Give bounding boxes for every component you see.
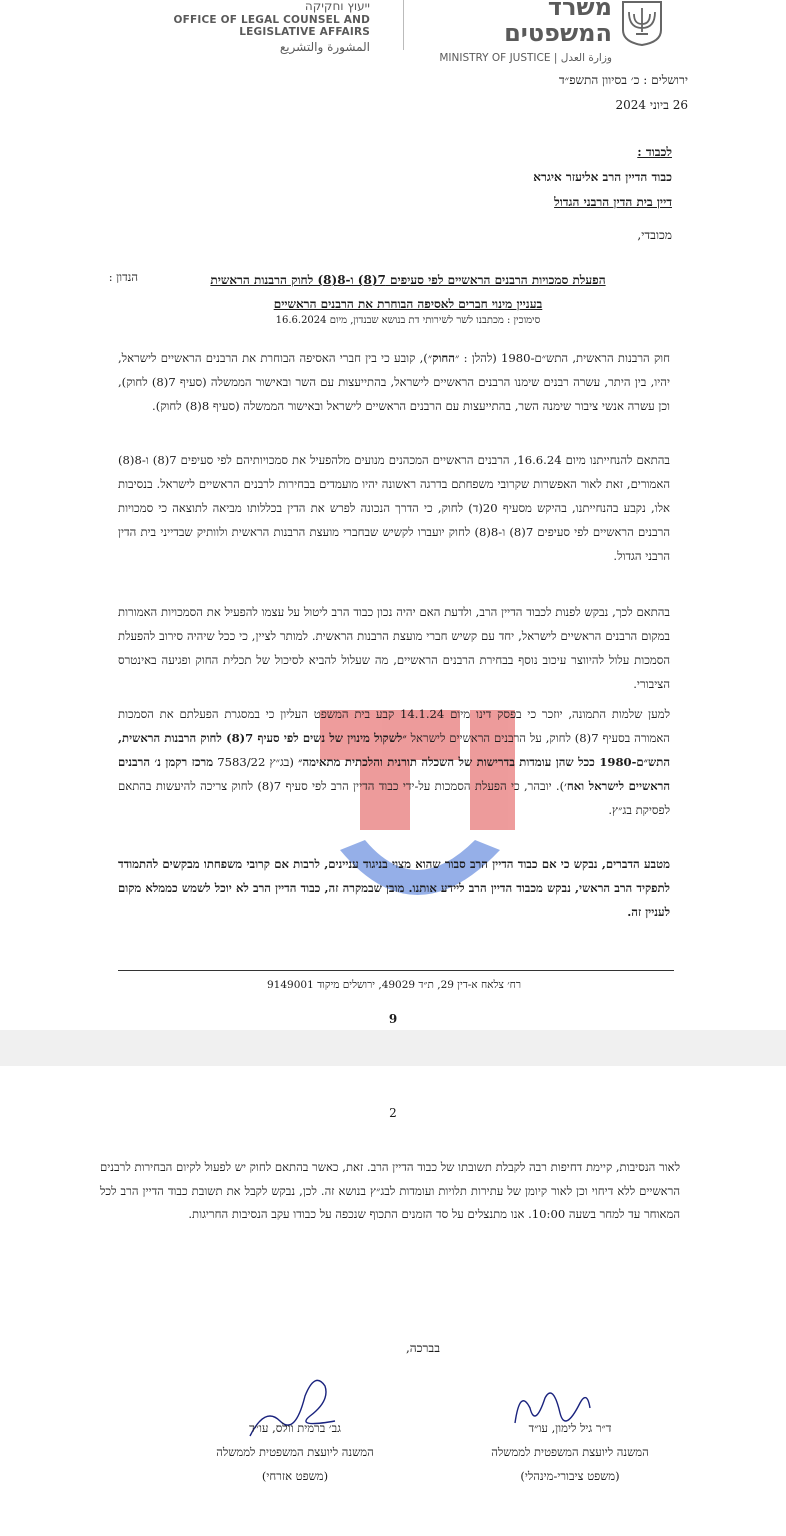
addressee-block xyxy=(533,140,672,215)
paragraph-3: בהתאם לכך, נבקש לפנות לכבוד הדיין הרב, ולדעת האם יהיה נכון כבוד הרב ליטול על עצמו להפעיל את הסמכויות האמורות במקום הרבנים הראשיים לישראל, יחד עם קשיש חברי מועצת הרבנות הראשית. למותר לציין, כי ככל שיהיה סירוב להפעלת הסמכות עלול להיווצר עיכוב נוסף בבחירת הרבנים הראשיים, מה שעלול להביא לסיכול של תכלית החוק ופגיעה באינטרס הציבורי. xyxy=(118,605,670,691)
addressee-title: דיין בית הדין הרבני הגדול xyxy=(554,195,672,209)
signatory-role: המשנה ליועצת המשפטית לממשלה xyxy=(216,1445,374,1459)
paragraph-1 xyxy=(118,346,670,418)
footer-rule xyxy=(118,970,674,971)
legal-affairs-hebrew: ייעוץ וחקיקה xyxy=(304,0,370,13)
menorah-emblem-icon xyxy=(620,0,664,46)
signatory-name: גב׳ ברמית וולס, עו״ד xyxy=(249,1421,341,1435)
gregorian-date: 26 ביוני 2024 xyxy=(615,98,688,112)
page-separator xyxy=(0,1030,786,1066)
letter-date xyxy=(559,68,688,118)
letter-page-2 xyxy=(0,1066,786,1536)
ministry-name-sub: MINISTRY OF JUSTICE | وزارة العدل xyxy=(439,52,612,64)
signatory-name: ד״ר גיל לימון, עו״ד xyxy=(528,1421,612,1435)
paragraph-4-text-c: (בג״ץ 7583/22 xyxy=(213,755,299,769)
page-number-1: 9 xyxy=(388,1012,398,1026)
signatory-role: המשנה ליועצת המשפטית לממשלה xyxy=(491,1445,649,1459)
paragraph-4-text-d: ). יובהר, כי הפעלת הסמכות על-ידי כבוד הדיין הרב לפי סעיף 7(8) לחוק צריכה להיעשות בהתאם לפסיקת בג״ץ. xyxy=(118,779,670,817)
paragraph-4-text-a: למען שלמות התמונה, יוזכר כי בפסק דינו מיום 14.1.24 קבע בית המשפט העליון כי במסגרת הפעלתם את הסמכות האמורה בסעיף 7(8) לחוק, על הרבנים הראשיים לישראל xyxy=(118,707,670,745)
paragraph-2: בהתאם להנחייתנו מיום 16.6.24, הרבנים הראשיים המכהנים מנועים מלהפעיל את סמכויותיהם לפי סעיפים 7(8) ו-8(8) האמורים, זאת לאור האפשרות שקרובי משפחתם בדרגה ראשונה יהיו מועמדים בבחירות לרבנים הראשיים לישראל. בנסיבות אלו, נקבע בהנחייתנו, בהיקש מסעיף 20(ד) לחוק, כי הדרך הנכונה לפרש את הדין בכללותו מביאה לתוצאה כי סמכויות הרבנים הראשיים לפי סעיפים 7(8) ו-8(8) לחוק יועברו לקשיש שבחברי מועצת הרבנות הראשית ולוותיק שבדייני בית הדין הרבני הגדול. xyxy=(118,453,670,563)
legal-affairs-arabic: المشورة والتشريع xyxy=(279,40,370,54)
subject-label: הנדון : xyxy=(108,270,138,284)
ministry-name-hebrew: משרד המשפטים xyxy=(504,0,612,47)
paragraph-1-law-term: החוק xyxy=(432,351,455,365)
legal-affairs-english: OFFICE OF LEGAL COUNSEL AND LEGISLATIVE AFFAIRS xyxy=(173,14,370,38)
paragraph-1-text-a: חוק הרבנות הראשית, התש״ם-1980 (להלן : ״ xyxy=(454,351,670,365)
closing-blessing: בברכה, xyxy=(405,1341,440,1355)
ministry-header xyxy=(436,0,612,64)
subject-title xyxy=(148,268,668,316)
paragraph-4-quote: ״לשקול מינוין של נשים לפי סעיף 7(8) לחוק הרבנות הראשית, התש״ם-1980 ככל שהן עומדות בדרישות של השכלה תורנית והלכתית מתאימה״ xyxy=(118,731,671,769)
paragraph-4-case-name: מרכז רקמן נ׳ הרבנים הראשיים לישראל ואח׳ xyxy=(118,755,671,793)
subject-line-1: הפעלת סמכויות הרבנים הראשיים לפי סעיפים 7(8) ו-8(8) לחוק הרבנות הראשית xyxy=(210,273,606,287)
footer-address: רח׳ צלאח א-דין 29, ת״ד 49029, ירושלים מיקוד 9149001 xyxy=(266,979,522,991)
header-divider xyxy=(403,0,404,50)
paragraph-4 xyxy=(118,702,670,822)
paragraph-5: מטבע הדברים, נבקש כי אם כבוד הדיין הרב סבור שהוא מצוי בניגוד עניינים, לרבות אם קרובי משפחתו מבקשים להתמודד לתפקיד הרב הראשי, נבקש מכבוד הדיין הרב ליידע אותנו. מובן שבמקרה זה, כבוד הדיין הרב לא יוכל לשמש כממלא מקום לעניין זה. xyxy=(118,857,670,919)
subject-line-2: בעניין מינוי חברים לאסיפה הבוחרת את הרבנים הראשיים xyxy=(273,297,543,311)
legal-affairs-header xyxy=(128,0,370,54)
addressee-name: כבוד הדיין הרב אליעזר איגרא xyxy=(533,170,672,184)
hebrew-date: ירושלים : כ׳ בסיוון התשפ״ד xyxy=(558,73,688,87)
signatory-dept: (משפט ציבורי-מינהלי) xyxy=(520,1469,620,1483)
paragraph-6: לאור הנסיבות, קיימת דחיפות רבה לקבלת תשובתו של כבוד הדיין הרב. זאת, כאשר בהתאם לחוק יש לפעול לקיום הבחירות לרבנים הראשיים ללא דיחוי וכן לאור קיומן של עתירות תלויות ועומדות לבג״ץ בנושא זה. לכן, נבקש לקבל את תשובת כבוד הדיין הרב לכל המאוחר עד למחר בשעה 10:00. אנו מתנצלים על סד הזמנים התכוף שנכפה על כבודו עקב הנסיבות החריגות. xyxy=(100,1160,680,1222)
reference-line: סימוכין : מכתבנו לשר לשירותי דת בנושא שבנדון, מיום 16.6.2024 xyxy=(275,315,541,326)
to-label: לכבוד : xyxy=(637,145,672,159)
signature-block-wallis xyxy=(175,1416,415,1488)
greeting: מכובדי, xyxy=(637,228,672,242)
page-number-2: 2 xyxy=(389,1106,397,1120)
signatory-dept: (משפט אזרחי) xyxy=(261,1469,329,1483)
paragraph-1-text-b: ״), קובע כי בין חברי האסיפה הבוחרת את הרבנים הראשיים לישראל, יהיו, בין היתר, עשרה רבנים שימנו הרבנים הראשיים לישראל, בהתייעצות עם השר ובאישור הממשלה (סעיף 7(8) לחוק), וכן עשרה אנשי ציבור שימנה השר, בהתייעצות עם הרבנים הראשיים לישראל ובאישור הממשלה (סעיף 8(8) לחוק). xyxy=(118,351,670,413)
signature-block-limon xyxy=(465,1416,675,1488)
